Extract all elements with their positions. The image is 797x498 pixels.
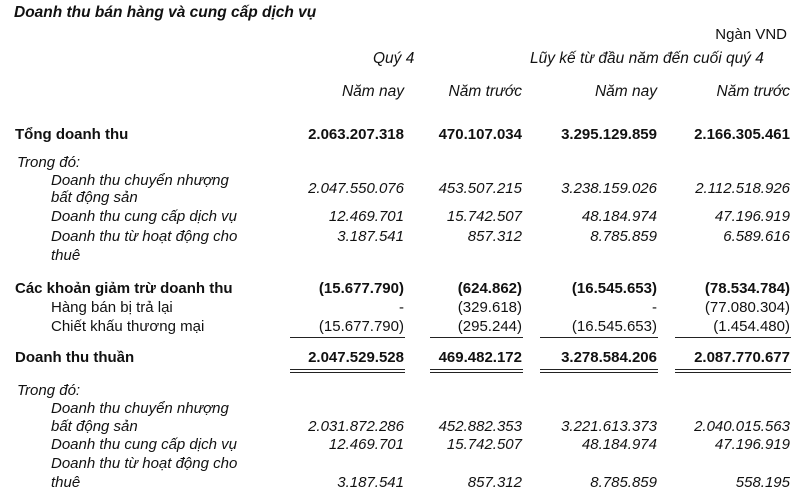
cell-value: 12.469.701 (328, 436, 404, 453)
divider (430, 337, 523, 338)
cell-value: (16.545.653) (571, 318, 657, 335)
row-label-cont: thuê (51, 474, 81, 491)
divider (675, 337, 791, 338)
cell-value: 2.087.770.677 (694, 349, 790, 366)
cell-value: 15.742.507 (446, 436, 522, 453)
cell-value: 3.187.541 (337, 228, 404, 245)
cell-value: 15.742.507 (446, 208, 522, 225)
cell-value: (15.677.790) (318, 318, 404, 335)
cell-value: 48.184.974 (581, 208, 657, 225)
row-label: Doanh thu thuần (15, 349, 135, 366)
cell-value: 3.295.129.859 (561, 126, 657, 143)
row-label: Doanh thu cung cấp dịch vụ (51, 436, 237, 453)
row-label: Hàng bán bị trả lại (51, 299, 173, 316)
row-label: Chiết khấu thương mại (51, 318, 205, 335)
cell-value: (295.244) (457, 318, 522, 335)
row-label: Tổng doanh thu (15, 126, 129, 143)
cell-value: 8.785.859 (590, 474, 657, 491)
cell-value: (77.080.304) (704, 299, 790, 316)
cell-value: 8.785.859 (590, 228, 657, 245)
cell-value: - (652, 299, 657, 316)
cell-value: 469.482.172 (438, 349, 522, 366)
header-col-3: Năm nay (594, 83, 657, 100)
divider (675, 372, 791, 373)
cell-value: (624.862) (457, 280, 522, 297)
divider (540, 372, 658, 373)
cell-value: 47.196.919 (714, 208, 790, 225)
row-label-cont: bất động sản (51, 189, 138, 206)
row-label: Doanh thu chuyển nhượng (51, 400, 229, 417)
cell-value: 2.031.872.286 (308, 418, 404, 435)
cell-value: 2.047.550.076 (308, 180, 404, 197)
cell-value: - (399, 299, 404, 316)
cell-value: (329.618) (457, 299, 522, 316)
cell-value: 3.278.584.206 (561, 349, 657, 366)
row-label: Doanh thu từ hoạt động cho (51, 228, 238, 245)
cell-value: 2.063.207.318 (308, 126, 404, 143)
cell-value: 452.882.353 (438, 418, 522, 435)
header-group-ytd: Lũy kế từ đầu năm đến cuối quý 4 (530, 50, 764, 67)
divider (430, 372, 523, 373)
row-label: Trong đó: (17, 382, 81, 399)
row-label: Các khoản giảm trừ doanh thu (15, 280, 233, 297)
cell-value: 470.107.034 (438, 126, 522, 143)
cell-value: (1.454.480) (713, 318, 790, 335)
header-group-quarter: Quý 4 (373, 50, 415, 67)
row-label-cont: thuê (51, 247, 81, 264)
cell-value: (78.534.784) (704, 280, 790, 297)
cell-value: 3.187.541 (337, 474, 404, 491)
divider (675, 369, 791, 370)
row-label: Doanh thu từ hoạt động cho (51, 455, 238, 472)
cell-value: 47.196.919 (714, 436, 790, 453)
cell-value: 6.589.616 (723, 228, 790, 245)
cell-value: 2.047.529.528 (308, 349, 404, 366)
cell-value: 12.469.701 (328, 208, 404, 225)
cell-value: 3.238.159.026 (561, 180, 657, 197)
cell-value: 3.221.613.373 (561, 418, 657, 435)
row-label-cont: bất động sản (51, 418, 138, 435)
divider (290, 337, 405, 338)
cell-value: 453.507.215 (438, 180, 522, 197)
divider (290, 369, 405, 370)
cell-value: (15.677.790) (318, 280, 404, 297)
cell-value: 558.195 (735, 474, 790, 491)
divider (540, 337, 658, 338)
divider (540, 369, 658, 370)
cell-value: 2.040.015.563 (694, 418, 790, 435)
cell-value: 857.312 (467, 228, 522, 245)
cell-value: 857.312 (467, 474, 522, 491)
cell-value: 2.112.518.926 (695, 180, 790, 197)
cell-value: (16.545.653) (571, 280, 657, 297)
unit-label: Ngàn VND (715, 26, 787, 43)
divider (290, 372, 405, 373)
header-col-4: Năm trước (716, 83, 790, 100)
header-col-1: Năm nay (341, 83, 404, 100)
header-col-2: Năm trước (448, 83, 522, 100)
cell-value: 2.166.305.461 (694, 126, 790, 143)
divider (430, 369, 523, 370)
table-title: Doanh thu bán hàng và cung cấp dịch vụ (14, 4, 317, 21)
cell-value: 48.184.974 (581, 436, 657, 453)
row-label: Trong đó: (17, 154, 81, 171)
row-label: Doanh thu chuyển nhượng (51, 172, 229, 189)
row-label: Doanh thu cung cấp dịch vụ (51, 208, 237, 225)
